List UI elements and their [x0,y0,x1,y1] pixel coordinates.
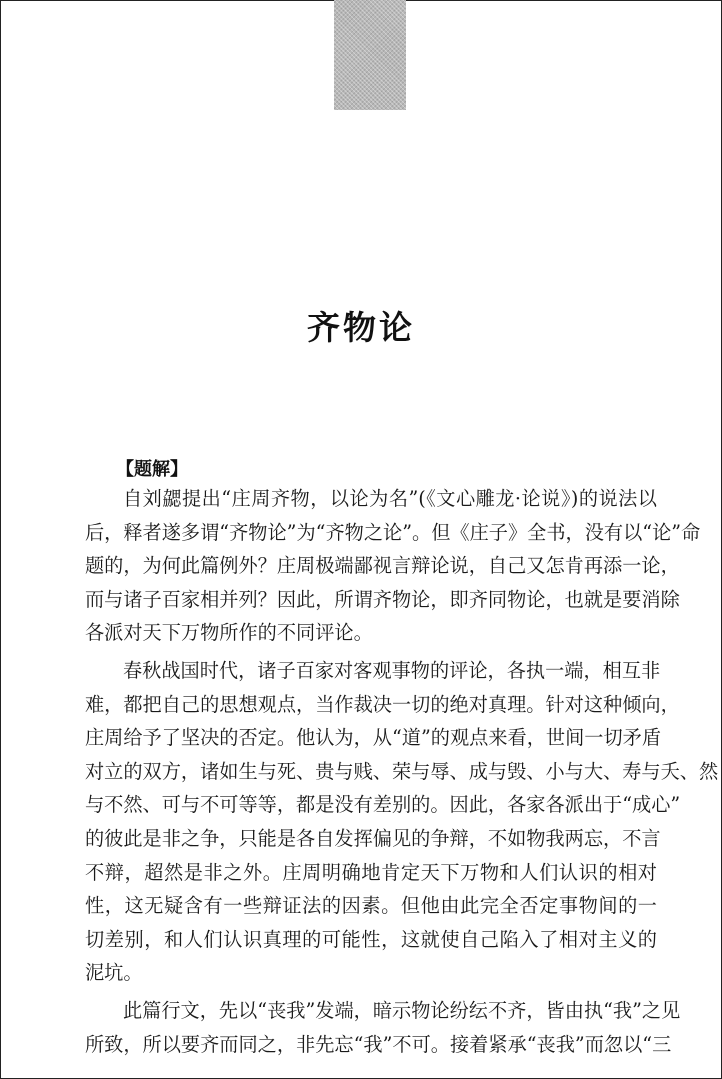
text-line: 后，释者遂多谓“齐物论”为“齐物之论”。但《庄子》全书，没有以“论”命 [85,520,701,544]
text-line: 庄周给予了坚决的否定。他认为，从“道”的观点来看，世间一切矛盾 [85,726,662,750]
paragraph [85,654,719,990]
chapter-header-tab [334,0,406,110]
text-line: 春秋战国时代，诸子百家对客观事物的评论，各执一端，相互非 [123,658,661,682]
text-line: 各派对天下万物所作的不同评论。 [85,621,373,645]
paragraph [85,482,701,650]
text-line: 不辩，超然是非之外。庄周明确地肯定天下万物和人们认识的相对 [85,860,657,884]
text-line: 切差别，和人们认识真理的可能性，这就使自己陷入了相对主义的 [85,927,657,951]
text-line: 题的，为何此篇例外？庄周极端鄙视言辩论说，自己又怎肯再添一论， [85,554,680,578]
text-line: 所致，所以要齐而同之，非先忘“我”不可。接着紧承“丧我”而忽以“三 [85,1032,672,1056]
text-line: 难，都把自己的思想观点，当作裁决一切的绝对真理。针对这种倾向， [85,692,680,716]
text-line: 此篇行文，先以“丧我”发端，暗示物论纷纭不齐，皆由执“我”之见 [123,998,681,1022]
chapter-title: 齐物论 [307,308,415,347]
text-line: 而与诸子百家相并列？因此，所谓齐物论，即齐同物论，也就是要消除 [85,587,680,611]
text-line: 自刘勰提出“庄周齐物，以论为名”(《文心雕龙·论说》)的说法以 [123,487,657,510]
paragraph [85,994,681,1061]
section-heading: 【题解】 [116,459,188,480]
text-line: 与不然、可与不可等等，都是没有差别的。因此，各家各派出于“成心” [85,793,681,817]
text-line: 的彼此是非之争，只能是各自发挥偏见的争辩，不如物我两忘，不言 [85,826,661,850]
text-line: 对立的双方，诸如生与死、贵与贱、荣与辱、成与毁、小与大、寿与夭、然 [85,759,719,783]
text-line: 泥坑。 [85,961,143,985]
body-text [85,482,719,1061]
text-line: 性，这无疑含有一些辩证法的因素。但他由此完全否定事物间的一 [85,894,657,918]
